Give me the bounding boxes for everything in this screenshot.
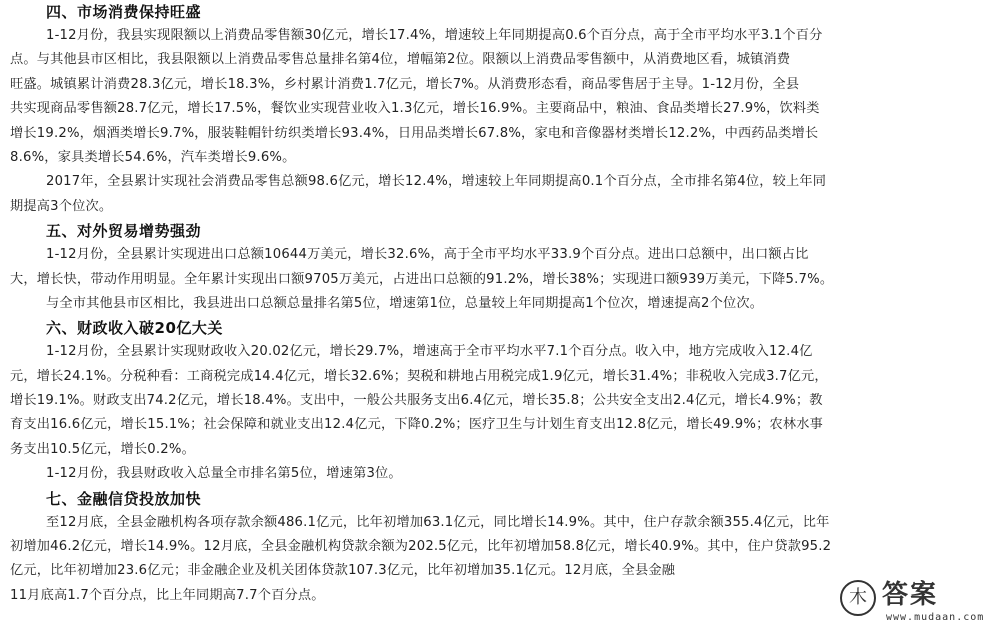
text-line: 增长19.2%，烟酒类增长9.7%，服装鞋帽针纺织类增长93.4%，日用品类增长67.8%，家电和音像器材类增长12.2%，中西药品类增长 [10,125,819,141]
watermark-url: www.mudaan.com [886,612,985,623]
text-line: 1-12月份，全县累计实现进出口总额10644万美元，增长32.6%，高于全市平均水平33.9个百分点。进出口总额中，出口额占比 [46,247,809,263]
watermark-title: 答案 [882,580,939,610]
section-heading-7: 七、金融信贷投放加快 [46,489,202,508]
paragraph [38,292,978,316]
text-line: 8.6%，家具类增长54.6%，汽车类增长9.6%。 [10,149,296,165]
text-line: 1-12月份，我县实现限额以上消费品零售额30亿元，增长17.4%，增速较上年同期提高0.6个百分点，高于全市平均水平3.1个百分 [46,28,823,43]
document-body [10,0,978,608]
site-watermark [788,574,988,628]
text-line: 旺盛。城镇累计消费28.3亿元，增长18.3%，乡村累计消费1.7亿元，增长7%。从消费形态看，商品零售居于主导。1-12月份，全县 [10,76,800,92]
section-heading-6: 六、财政收入破20亿大关 [46,319,223,338]
text-line: 11月底高1.7个百分点，比上年同期高7.7个百分点。 [10,587,325,603]
text-line: 至12月底，全县金融机构各项存款余额486.1亿元，比年初增加63.1亿元，同比增长14.9%。其中，住户存款余额355.4亿元，比年 [46,514,830,530]
text-line: 亿元，比年初增加23.6亿元；非金融企业及机关团体贷款107.3亿元，比年初增加35.1亿元。12月底，全县金融 [10,563,676,579]
text-line: 共实现商品零售额28.7亿元，增长17.5%，餐饮业实现营业收入1.3亿元，增长16.9%。主要商品中，粮油、食品类增长27.9%，饮料类 [10,101,820,117]
text-line: 2017年，全县累计实现社会消费品零售总额98.6亿元，增长12.4%，增速较上年同期提高0.1个百分点，全市排名第4位，较上年同 [46,174,827,190]
watermark-logo-icon: 木 [840,580,876,616]
text-line: 点。与其他县市区相比，我县限额以上消费品零售总量排名第4位，增幅第2位。限额以上消费品零售额中，从消费地区看，城镇消费 [10,52,791,68]
paragraph [38,462,978,486]
text-line: 期提高3个位次。 [10,198,113,214]
text-line: 育支出16.6亿元，增长15.1%；社会保障和就业支出12.4亿元，下降0.2%；医疗卫生与计划生育支出12.8亿元，增长49.9%；农林水事 [10,417,824,433]
text-line: 与全市其他县市区相比，我县进出口总额总量排名第5位，增速第1位，总量较上年同期提高1个位次，增速提高2个位次。 [46,295,764,311]
paragraph [10,243,978,292]
text-line: 初增加46.2亿元，增长14.9%。12月底，全县金融机构贷款余额为202.5亿元，比年初增加58.8亿元，增长40.9%。其中，住户贷款95.2 [10,539,832,555]
text-line: 务支出10.5亿元，增长0.2%。 [10,441,195,457]
section-heading-5: 五、对外贸易增势强劲 [46,222,202,241]
text-line: 元，增长24.1%。分税种看：工商税完成14.4亿元，增长32.6%；契税和耕地占用税完成1.9亿元，增长31.4%；非税收入完成3.7亿元， [10,368,828,384]
paragraph [10,24,978,170]
paragraph [10,340,978,462]
text-line: 1-12月份，我县财政收入总量全市排名第5位，增速第3位。 [46,466,402,482]
text-line: 大，增长快，带动作用明显。全年累计实现出口额9705万美元，占进出口总额的91.2%，增长38%；实现进口额939万美元，下降5.7%。 [10,271,834,287]
section-heading-4: 四、市场消费保持旺盛 [46,3,202,21]
text-line: 增长19.1%。财政支出74.2亿元，增长18.4%。支出中，一般公共服务支出6.4亿元，增长35.8；公共安全支出2.4亿元，增长4.9%；教 [10,393,823,409]
text-line: 1-12月份，全县累计实现财政收入20.02亿元，增长29.7%，增速高于全市平均水平7.1个百分点。收入中，地方完成收入12.4亿 [46,344,813,360]
paragraph [10,170,978,219]
